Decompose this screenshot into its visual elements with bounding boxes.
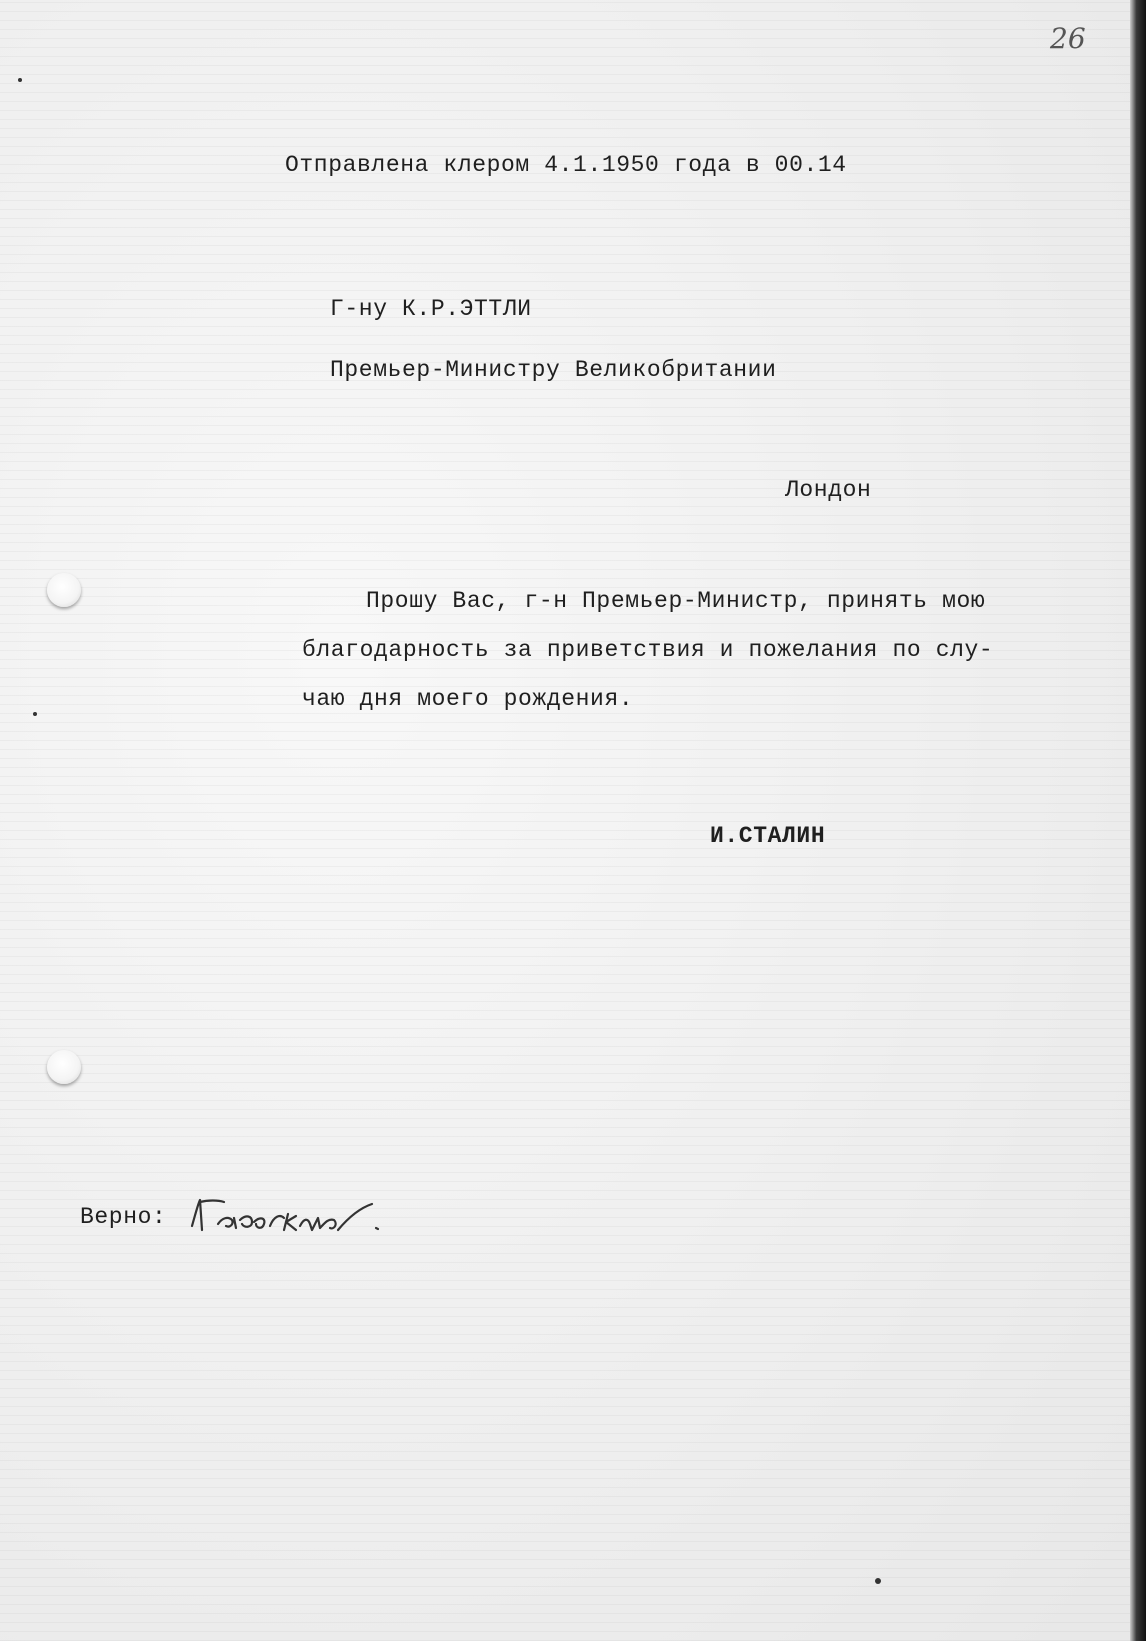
certification-label: Верно: — [80, 1204, 167, 1230]
punch-hole — [47, 1050, 81, 1084]
addressee-city: Лондон — [785, 477, 872, 503]
body-line: благодарность за приветствия и пожелания по слу- — [302, 637, 994, 663]
paper-speck — [875, 1578, 881, 1584]
paper-speck — [18, 78, 22, 82]
body-line: чаю дня моего рождения. — [302, 686, 634, 712]
sent-line: Отправлена клером 4.1.1950 года в 00.14 — [285, 152, 847, 178]
body-line: Прошу Вас, г-н Премьер-Министр, принять мою — [366, 588, 986, 614]
addressee-name: Г-ну К.Р.ЭТТЛИ — [330, 296, 532, 322]
signer-name: И.СТАЛИН — [710, 823, 826, 849]
handwritten-signature — [188, 1190, 388, 1240]
punch-hole — [47, 573, 81, 607]
page-number: 26 — [1050, 22, 1086, 55]
page-edge-shadow — [1130, 0, 1146, 1641]
paper-speck — [33, 712, 37, 716]
addressee-title: Премьер-Министру Великобритании — [330, 357, 777, 383]
